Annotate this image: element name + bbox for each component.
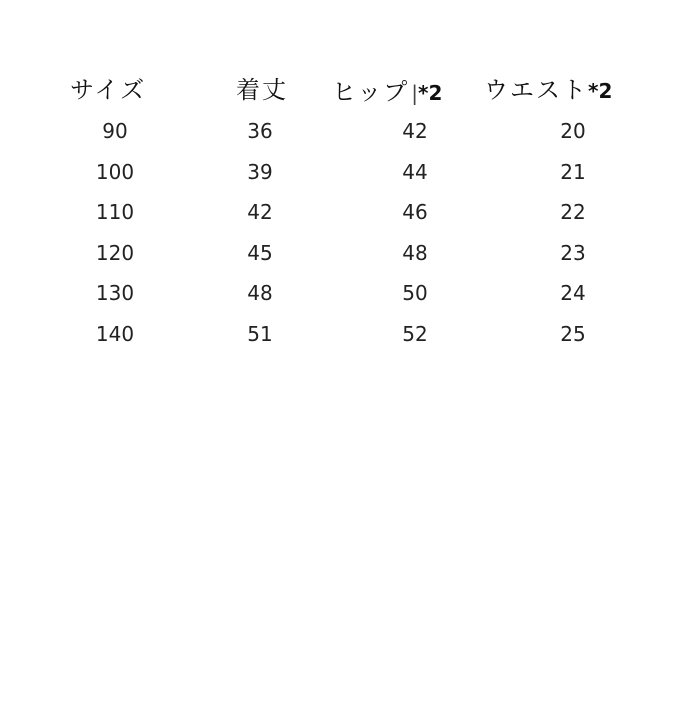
header-hip-label: ヒップ <box>332 78 410 106</box>
cell-hip: 52 <box>402 322 428 346</box>
cell-length: 42 <box>247 200 273 224</box>
header-length-label: 着丈 <box>236 76 288 104</box>
header-hip <box>332 72 442 107</box>
table-row <box>0 200 700 240</box>
cell-waist: 23 <box>560 241 586 265</box>
table-row <box>0 160 700 200</box>
header-hip-separator: | <box>411 81 419 105</box>
cell-hip: 48 <box>402 241 428 265</box>
table-row <box>0 119 700 159</box>
cell-length: 51 <box>247 322 273 346</box>
header-waist-note: *2 <box>588 79 613 103</box>
cell-waist: 24 <box>560 281 586 305</box>
cell-hip: 44 <box>402 160 428 184</box>
cell-hip: 46 <box>402 200 428 224</box>
cell-waist: 21 <box>560 160 586 184</box>
cell-size: 110 <box>95 200 135 224</box>
cell-length: 45 <box>247 241 273 265</box>
cell-length: 48 <box>247 281 273 305</box>
header-size <box>70 70 146 105</box>
cell-length: 36 <box>247 119 273 143</box>
cell-hip: 42 <box>402 119 428 143</box>
table-row <box>0 241 700 281</box>
cell-size: 100 <box>95 160 135 184</box>
cell-hip: 50 <box>402 281 428 305</box>
cell-waist: 20 <box>560 119 586 143</box>
cell-waist: 22 <box>560 200 586 224</box>
header-hip-note: *2 <box>418 81 443 105</box>
cell-size: 120 <box>95 241 135 265</box>
header-waist-label: ウエスト <box>484 76 588 104</box>
table-row <box>0 322 700 362</box>
cell-size: 140 <box>95 322 135 346</box>
header-length <box>236 70 288 105</box>
cell-length: 39 <box>247 160 273 184</box>
cell-waist: 25 <box>560 322 586 346</box>
header-waist <box>484 70 612 105</box>
table-row <box>0 281 700 321</box>
cell-size: 90 <box>102 119 128 143</box>
cell-size: 130 <box>95 281 135 305</box>
header-size-label: サイズ <box>70 76 147 104</box>
